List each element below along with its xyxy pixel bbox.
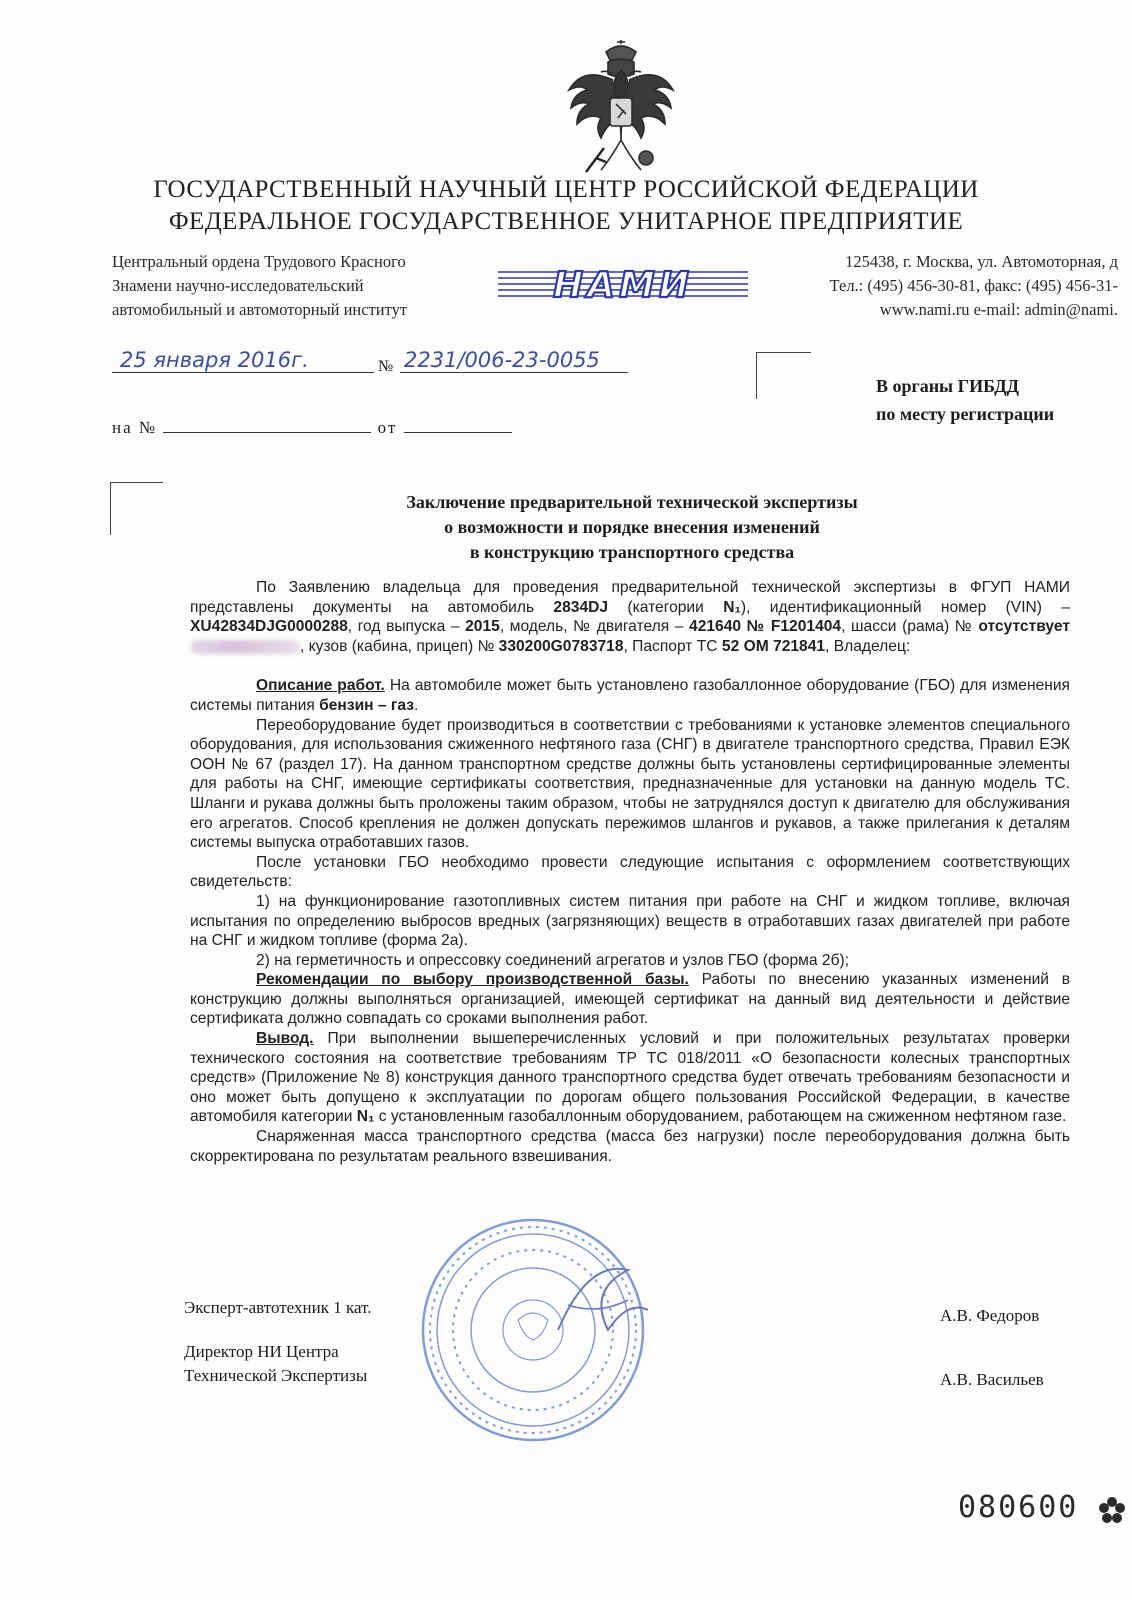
works-paragraph: Описание работ. На автомобиле может быть установлено газобаллонное оборудование (ГБО) для изменения системы питания бензин – газ. [190,677,1071,714]
conclusion-heading: Вывод. [256,1030,314,1048]
address-corner-mark [756,352,811,399]
registration-number-label: № [378,358,394,375]
reference-number-label: на № [112,418,158,437]
director-role-line-1: Директор НИ Центра [184,1342,339,1361]
recommendations-heading: Рекомендации по выбору производственной базы. [256,971,689,989]
document-body [190,578,1070,1166]
stamp-icon [408,1210,658,1450]
test-item-2: 2) на герметичность и опрессовку соединений агрегатов и узлов ГБО (форма 2б); [256,951,850,969]
addressee-block [876,372,1054,428]
institute-line: Центральный ордена Трудового Красного [112,252,406,271]
conclusion-paragraph: Вывод. При выполнении вышеперечисленных условий и при положительных результатах проверки технического состояния на соответствие требованиям ТР ТС 018/2011 «О безопасности колесных транспортных средств» (Приложение № 8) конструкция данного транспортного средства будет отвечать требованиям безопасности и оно может быть допущено к эксплуатации по дорогам общего пользования Российской Федерации, в качестве автомобиля категории N₁ с установленным газобаллонным оборудованием, работающем на сжиженном нефтяном газе. [190,1030,1070,1126]
contact-address: 125438, г. Москва, ул. Автомоторная, д [845,252,1118,271]
serial-number: 080600 [958,1490,1079,1525]
director-role-line-2: Технической Экспертизы [184,1366,368,1385]
reference-date-label: от [377,418,398,437]
recommendations-paragraph: Рекомендации по выбору производственной базы. Работы по внесению указанных изменений в конструкцию должны выполняться организацией, имеющей сертификат на данный вид деятельности и действие сертификата должно совпадать со сроками выполнения работ. [190,971,1071,1028]
vin-number: XU42834DJG0000288 [190,618,348,636]
registration-number: 2231/006-23-0055 [404,348,600,372]
contact-phone: Тел.: (495) 456-30-81, факс: (495) 456-31- [829,276,1118,295]
document-title [0,490,1132,565]
expert-role: Эксперт-автотехник 1 кат. [184,1298,372,1317]
mass-paragraph: Снаряженная масса транспортного средства (масса без нагрузки) после переоборудования должна быть скорректирована по результатам реального взвешивания. [190,1128,1070,1165]
registration-row [112,348,652,382]
institute-line: автомобильный и автомоторный институт [112,300,408,319]
redacted-owner [190,640,300,654]
org-title-line-2: ФЕДЕРАЛЬНОЕ ГОСУДАРСТВЕННОЕ УНИТАРНОЕ ПРЕДПРИЯТИЕ [168,208,964,235]
title-line: о возможности и порядке внесения изменений [444,517,820,537]
reference-row [112,418,512,438]
works-heading: Описание работ. [256,677,385,695]
expert-name: А.В. Федоров [940,1306,1040,1325]
flower-mark-icon [1098,1496,1126,1524]
addressee-line-2: по месту регистрации [876,404,1055,424]
institute-contacts [830,250,1118,322]
contact-web: www.nami.ru e-mail: admin@nami. [879,300,1118,319]
institute-name [112,250,407,322]
nami-logo-text: НАМИ [553,265,693,306]
addressee-line-1: В органы ГИБДД [876,376,1020,396]
institute-line: Знамени научно-исследовательский [112,276,364,295]
nami-logo-icon [498,262,748,306]
director-role [184,1340,367,1388]
conversion-paragraph: Переоборудование будет производиться в соответствии с требованиями к установке элементов специального оборудования, для использования сжиженного нефтяного газа (СНГ) в двигателе транспортного средства, Правил ЕЭК ООН № 67 (раздел 17). На данном транспортном средстве должны быть установлены сертифицированные элементы для работы на СНГ, имеющие сертификаты соответствия, предназначенные для установки на данную модель ТС. Шланги и рукава должны быть проложены таким образом, чтобы не затруднялся доступ к двигателю для обслуживания его агрегатов. Способ крепления не должен допускать пережимов шлангов и рукавов, а также прилегания к деталям системы выпуска отработавших газов. [190,716,1070,852]
registration-date: 25 января 2016г. [120,348,309,372]
test-item-1: 1) на функционирование газотопливных систем питания при работе на СНГ и жидком топливе, включая испытания по определению выбросов вредных (загрязняющих) веществ в отработавших газах двигателей при работе на СНГ и жидком топливе (форма 2а). [190,892,1070,950]
vehicle-info-paragraph: По Заявлению владельца для проведения предварительной технической экспертизы в ФГУП НАМИ представлены документы на автомобиль 2834DJ (категории N₁), идентификационный номер (VIN) – XU42834DJG0000288, год выпуска – 2015, модель, № двигателя – 421640 № F1201404, шасси (рама) № отсутствует , кузов (кабина, прицеп) № 330200G0783718, Паспорт ТС 52 ОМ 721841, Владелец: [190,579,1070,655]
title-line: в конструкцию транспортного средства [469,542,795,562]
engine-number: 421640 № F1201404 [689,618,842,636]
director-name: А.В. Васильев [940,1370,1044,1389]
title-line: Заключение предварительной технической экспертизы [406,492,858,512]
org-title-line-1: ГОСУДАРСТВЕННЫЙ НАУЧНЫЙ ЦЕНТР РОССИЙСКОЙ ФЕДЕРАЦИИ [153,176,979,203]
tests-paragraph: После установки ГБО необходимо провести следующие испытания с оформлением соответствующих свидетельств: [190,853,1070,891]
coat-of-arms-icon [566,40,676,178]
